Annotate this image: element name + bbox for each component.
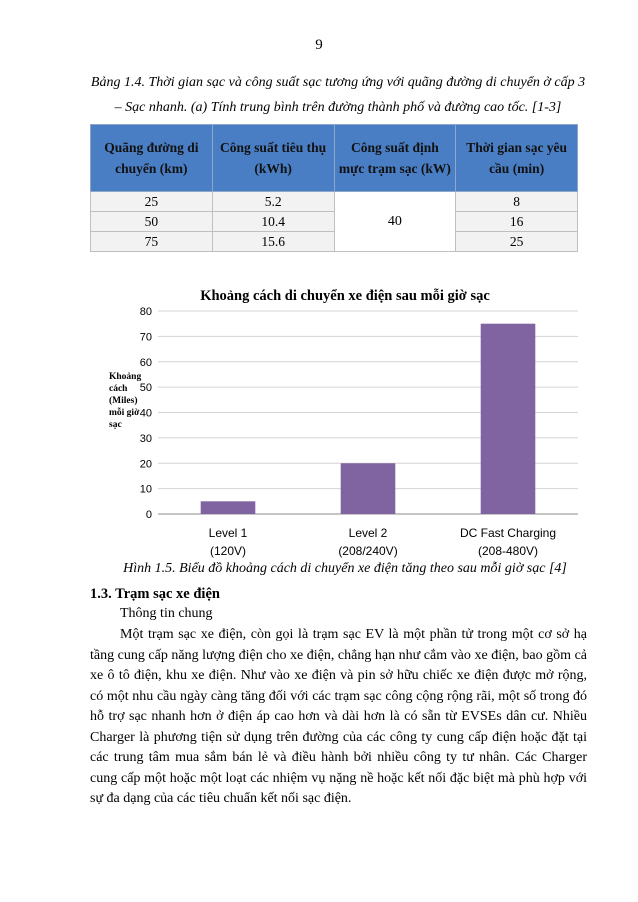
header-distance: Quãng đường di chuyển (km) (91, 125, 213, 192)
y-axis-label-line: Khoảng (109, 372, 142, 382)
y-axis-label-line: cách (109, 384, 128, 394)
y-axis-label-line: (Miles) (109, 396, 138, 406)
x-tick-label: Level 2 (348, 526, 388, 540)
section-title: 1.3. Trạm sạc xe điện (90, 586, 220, 602)
cell-consumption: 15.6 (212, 232, 334, 252)
y-tick-label: 80 (139, 306, 152, 318)
y-tick-label: 60 (139, 356, 152, 369)
cell-station-power: 40 (334, 192, 456, 252)
y-tick-label: 20 (139, 458, 152, 471)
cell-consumption: 10.4 (212, 212, 334, 232)
x-tick-labels (209, 526, 556, 558)
bars (201, 324, 536, 514)
x-tick-sublabel: (120V) (209, 544, 247, 558)
cell-distance: 25 (91, 192, 213, 212)
cell-distance: 75 (91, 232, 213, 252)
cell-consumption: 5.2 (212, 192, 334, 212)
subtitle: Thông tin chung (120, 606, 213, 621)
bar (341, 463, 396, 514)
cell-charge-time: 8 (456, 192, 578, 212)
body-paragraph: Một trạm sạc xe điện, còn gọi là trạm sạc EV là một phần tử trong một cơ sở hạ tầng cung cấp năng lượng điện cho xe điện, chẳng hạn như cắm vào xe điện, bao gồm cả xe ô tô điện, khu xe điện. Như vào xe điện và pin sở hữu chiếc xe điện được mở rộng, có một nhu cầu ngày càng tăng đối với các trạm sạc công cộng rộng rãi, một số trong đó hỗ trợ sạc nhanh hơn ở điện áp cao hơn và dài hơn là có sẵn từ EVSEs dân cư. Nhiều Charger là phương tiện sử dụng trên đường của các công ty cung cấp điện hoặc đặt tại các trung tâm mua sắm bán lẻ và điều hành bởi nhiều công ty tư nhân. Các Charger cung cấp một hoặc một loạt các nhiệm vụ nặng nề hoặc kết nối đặc biệt mà phù hợp với sự đa dạng của các tiêu chuẩn kết nối sạc điện. (90, 627, 587, 806)
header-charge-time: Thời gian sạc yêu cầu (min) (456, 125, 578, 192)
table-row (91, 192, 578, 212)
x-tick-label: Level 1 (208, 526, 248, 540)
y-tick-label: 30 (139, 432, 152, 445)
y-tick-labels (140, 306, 152, 521)
bar-chart (100, 278, 580, 563)
y-tick-label: 40 (139, 407, 152, 420)
y-axis-label-line: sạc (109, 420, 122, 430)
y-tick-label: 70 (139, 331, 152, 344)
page-number: 9 (315, 37, 323, 53)
chart-title: Khoảng cách di chuyển xe điện sau mỗi giờ sạc (200, 288, 490, 304)
table-caption: Bảng 1.4. Thời gian sạc và công suất sạc tương ứng với quãng đường di chuyển ở cấp 3 – Sạc nhanh. (a) Tính trung bình trên đường thành phố và đường cao tốc. [1-3] (90, 75, 586, 115)
charging-table (90, 124, 578, 252)
header-station-power: Công suất định mực trạm sạc (kW) (334, 125, 456, 192)
x-tick-sublabel: (208/240V) (338, 544, 398, 558)
table-header-row (91, 125, 578, 192)
y-tick-label: 10 (139, 483, 152, 496)
cell-charge-time: 25 (456, 232, 578, 252)
x-tick-label: DC Fast Charging (459, 526, 557, 540)
y-tick-label: 50 (139, 382, 152, 395)
cell-distance: 50 (91, 212, 213, 232)
header-consumption: Công suất tiêu thụ (kWh) (212, 125, 334, 192)
y-axis-label (109, 372, 141, 430)
y-axis-label-line: mỗi giờ (109, 408, 140, 418)
x-tick-sublabel: (208-480V) (477, 544, 539, 558)
bar-chart-svg (100, 278, 580, 563)
figure-caption: Hình 1.5. Biểu đồ khoảng cách di chuyển xe điện tăng theo sau mỗi giờ sạc [4] (123, 561, 567, 576)
y-tick-label: 0 (145, 509, 152, 521)
cell-charge-time: 16 (456, 212, 578, 232)
bar (201, 501, 256, 514)
bar (481, 324, 536, 514)
